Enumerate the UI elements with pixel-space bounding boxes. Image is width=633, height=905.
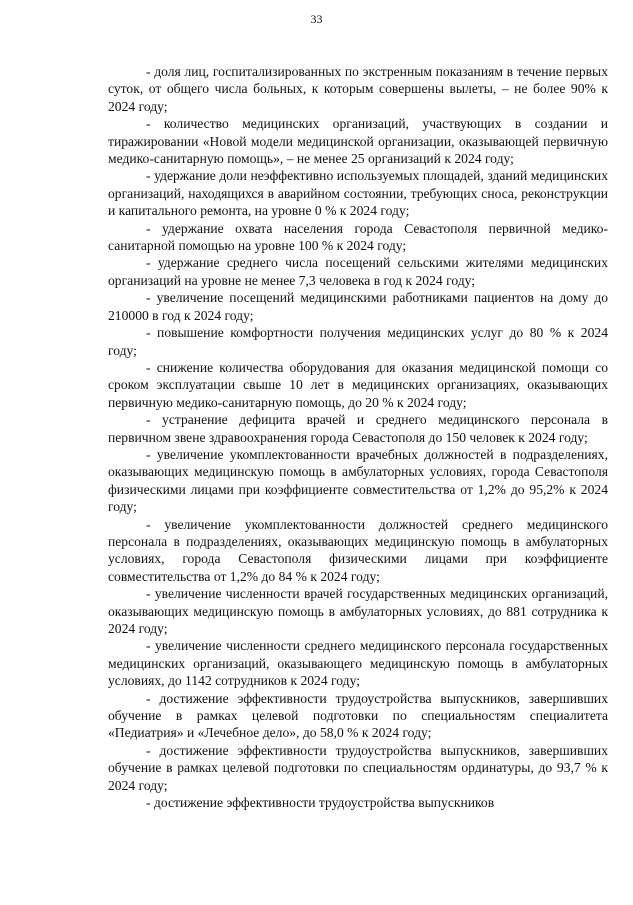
list-item: - удержание охвата населения города Севастополя первичной медико-санитарной помощью на уровне 100 % к 2024 году; [108,220,608,254]
list-item: - количество медицинских организаций, участвующих в создании и тиражировании «Новой модели медицинской организации, оказывающей первичную медико-санитарную помощь», – не менее 25 организаций к 2024 году; [108,116,608,167]
document-body [108,63,608,811]
list-item: - достижение эффективности трудоустройства выпускников [146,795,495,811]
list-item: - увеличение посещений медицинскими работниками пациентов на дому до 210000 в год к 2024 году; [108,290,608,323]
list-item: - увеличение численности врачей государственных медицинских организаций, оказывающих медицинскую помощь в амбулаторных условиях, до 881 сотрудника к 2024 году; [108,586,608,636]
list-item: - увеличение укомплектованности врачебных должностей в подразделениях, оказывающих медицинскую помощь в амбулаторных условиях, города Севастополя физическими лицами при коэффициенте совместительства от 1,2% до 95,2% к 2024 году; [108,446,608,515]
list-item: - удержание среднего числа посещений сельскими жителями медицинских организаций на уровне не менее 7,3 человека в год к 2024 году; [108,255,608,288]
list-item: - повышение комфортности получения медицинских услуг до 80 % к 2024 году; [108,325,608,358]
page-number: 33 [310,12,323,26]
list-item: - снижение количества оборудования для оказания медицинской помощи со сроком эксплуатации свыше 10 лет в медицинских организациях, оказывающих первичную медико-санитарную помощь, до 20 % к 2024 году; [108,359,608,410]
list-item: - удержание доли неэффективно используемых площадей, зданий медицинских организаций, находящихся в аварийном состоянии, требующих сноса, реконструкции и капитального ремонта, на уровне 0 % к 2024 году; [108,168,608,219]
list-item: - увеличение укомплектованности должностей среднего медицинского персонала в подразделениях, оказывающих медицинскую помощь в амбулаторных условиях, города Севастополя физическими лицами при коэффициенте совместительства от 1,2% до 84 % к 2024 году; [108,516,608,584]
list-item: - достижение эффективности трудоустройства выпускников, завершивших обучение в рамках целевой подготовки по специальностям специалитета «Педиатрия» и «Лечебное дело», до 58,0 % к 2024 году; [108,690,608,741]
list-item: - увеличение численности среднего медицинского персонала государственных медицинских организаций, оказывающего медицинскую помощь в амбулаторных условиях, до 1142 сотрудников к 2024 году; [108,638,608,689]
list-item: - устранение дефицита врачей и среднего медицинского персонала в первичном звене здравоохранения города Севастополя до 150 человек к 2024 году; [108,412,608,445]
list-item: - доля лиц, госпитализированных по экстренным показаниям в течение первых суток, от общего числа больных, к которым совершены вылеты, – не более 90% к 2024 году; [108,64,608,114]
list-item: - достижение эффективности трудоустройства выпускников, завершивших обучение в рамках целевой подготовки по специальностям ординатуры, до 93,7 % к 2024 году; [108,742,608,793]
